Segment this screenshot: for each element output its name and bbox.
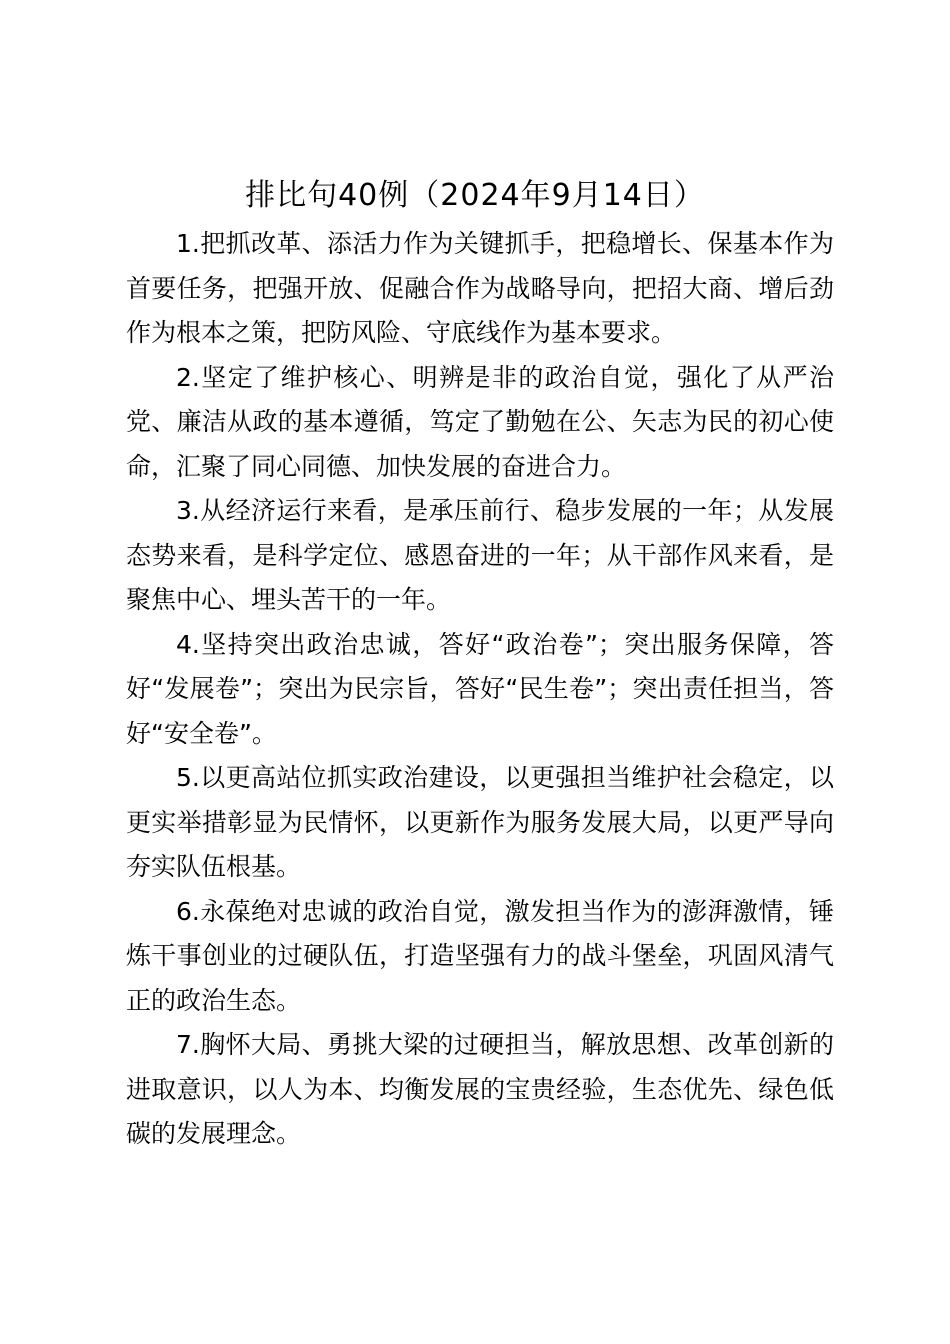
paragraph-4: 4.坚持突出政治忠诚，答好“政治卷”；突出服务保障，答好“发展卷”；突出为民宗旨，答好“民生卷”；突出责任担当，答好“安全卷”。 [126, 629, 834, 748]
paragraph-3: 3.从经济运行来看，是承压前行、稳步发展的一年；从发展态势来看，是科学定位、感恩奋进的一年；从干部作风来看，是聚焦中心、埋头苦干的一年。 [126, 496, 834, 614]
paragraph-2: 2.坚定了维护核心、明辨是非的政治自觉，强化了从严治党、廉洁从政的基本遵循，笃定了勤勉在公、矢志为民的初心使命，汇聚了同心同德、加快发展的奋进合力。 [126, 362, 834, 481]
document-title: 排比句40例（2024年9月14日） [245, 178, 705, 213]
paragraph-6: 6.永葆绝对忠诚的政治自觉，激发担当作为的澎湃激情，锤炼干事创业的过硬队伍，打造坚强有力的战斗堡垒，巩固风清气正的政治生态。 [126, 896, 834, 1015]
paragraph-1: 1.把抓改革、添活力作为关键抓手，把稳增长、保基本作为首要任务，把强开放、促融合作为战略导向，把招大商、增后劲作为根本之策，把防风险、守底线作为基本要求。 [126, 229, 834, 347]
paragraph-7: 7.胸怀大局、勇挑大梁的过硬担当，解放思想、改革创新的进取意识，以人为本、均衡发展的宝贵经验，生态优先、绿色低碳的发展理念。 [126, 1030, 834, 1148]
paragraph-5: 5.以更高站位抓实政治建设，以更强担当维护社会稳定，以更实举措彰显为民情怀，以更新作为服务发展大局，以更严导向夯实队伍根基。 [126, 763, 834, 881]
document-body [126, 222, 834, 1157]
